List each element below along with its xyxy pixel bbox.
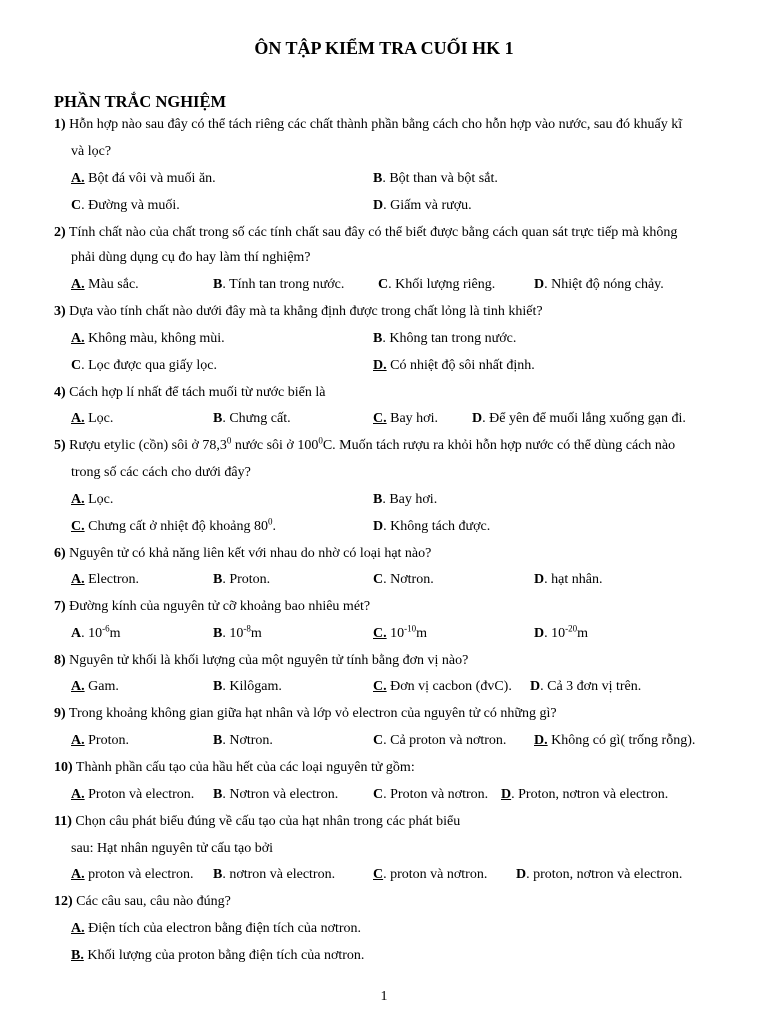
q5-option-a: A. Lọc. <box>71 492 114 507</box>
q3-option-b: B. Không tan trong nước. <box>373 331 517 346</box>
document-title: ÔN TẬP KIỂM TRA CUỐI HK 1 <box>254 38 514 58</box>
q8-option-d: D. Cả 3 đơn vị trên. <box>530 679 642 694</box>
q3-option-d: D. Có nhiệt độ sôi nhất định. <box>373 358 535 373</box>
question-1 <box>54 116 682 134</box>
question-11-continued: sau: Hạt nhân nguyên tử cấu tạo bởi <box>71 841 273 856</box>
q6-option-d: D. hạt nhân. <box>534 572 603 587</box>
q6-option-a: A. Electron. <box>71 572 140 587</box>
q3-option-c: C. Lọc được qua giấy lọc. <box>71 358 218 373</box>
q2-option-c: C. Khối lượng riêng. <box>378 277 496 292</box>
question-text: Hỗn hợp nào sau đây có thể tách riêng các chất thành phần bằng cách cho hỗn hợp vào nước, sau đó khuấy kĩ <box>69 117 683 132</box>
q12-option-b: B. Khối lượng của proton bằng điện tích của nơtron. <box>71 948 365 963</box>
question-number: 1) <box>54 117 66 132</box>
q7-option-b: B. $10^{-8}m$ <box>213 623 262 641</box>
q9-option-d: D. Không có gì( trống rỗng). <box>534 733 696 748</box>
q1-option-d: D. Giấm và rượu. <box>373 198 472 213</box>
q10-option-b: B. Nơtron và electron. <box>213 787 339 802</box>
question-5: 5) Rượu etylic (cồn) sôi ở 78,3$^0$ nước sôi ở $100^0C$. Muốn tách rượu ra khỏi hỗn hợp nước có thể dùng cách nào <box>54 435 676 453</box>
q12-option-a: A. Điện tích của electron bằng điện tích của nơtron. <box>71 921 362 936</box>
question-11: 11) Chọn câu phát biểu đúng về cấu tạo của hạt nhân trong các phát biểu <box>54 814 461 829</box>
q3-option-a: A. Không màu, không mùi. <box>71 331 225 346</box>
section-heading: PHẦN TRẮC NGHIỆM <box>54 92 227 111</box>
question-7: 7) Đường kính của nguyên tử cỡ khoảng bao nhiêu mét? <box>54 599 371 614</box>
question-4: 4) Cách hợp lí nhất để tách muối từ nước biển là <box>54 385 326 400</box>
q10-option-d: D. Proton, nơtron và electron. <box>501 787 669 802</box>
question-8: 8) Nguyên tử khối là khối lượng của một nguyên tử tính bằng đơn vị nào? <box>54 653 469 668</box>
question-3: 3) Dựa vào tính chất nào dưới đây mà ta khẳng định được trong chất lỏng là tinh khiết? <box>54 304 543 319</box>
question-2-continued: phải dùng dụng cụ đo hay làm thí nghiệm? <box>71 250 311 265</box>
q10-option-c: C. Proton và nơtron. <box>373 787 489 802</box>
q1-option-a: A. Bột đá vôi và muối ăn. <box>71 171 216 186</box>
q11-option-d: D. proton, nơtron và electron. <box>516 867 683 882</box>
q8-option-c: C. Đơn vị cacbon (đvC). <box>373 679 512 694</box>
question-5-continued: trong số các cách cho dưới đây? <box>71 465 251 480</box>
q2-option-b: B. Tính tan trong nước. <box>213 277 345 292</box>
question-1-continued: và lọc? <box>71 144 112 159</box>
q4-option-a: A. Lọc. <box>71 411 114 426</box>
q9-option-c: C. Cả proton và nơtron. <box>373 733 507 748</box>
q7-option-c: C. $10^{-10}m$ <box>373 623 428 641</box>
question-12: 12) Các câu sau, câu nào đúng? <box>54 894 231 909</box>
q8-option-b: B. Kilôgam. <box>213 679 282 694</box>
q5-option-b: B. Bay hơi. <box>373 492 438 507</box>
question-6: 6) Nguyên tử có khả năng liên kết với nhau do nhờ có loại hạt nào? <box>54 546 432 561</box>
q7-option-a: A. $10^{-6}m$ <box>71 623 121 641</box>
q1-option-b: B. Bột than và bột sắt. <box>373 171 498 186</box>
q9-option-b: B. Nơtron. <box>213 733 273 748</box>
q4-option-b: B. Chưng cất. <box>213 411 291 426</box>
q9-option-a: A. Proton. <box>71 733 129 748</box>
page-number: 1 <box>380 989 388 1004</box>
q2-option-d: D. Nhiệt độ nóng chảy. <box>534 277 664 292</box>
q6-option-b: B. Proton. <box>213 572 271 587</box>
q5-option-d: D. Không tách được. <box>373 519 491 534</box>
q4-option-d: D. Để yên để muối lắng xuống gạn đi. <box>472 411 686 426</box>
question-2: 2) Tính chất nào của chất trong số các tính chất sau đây có thể biết được bằng cách quan sát trực tiếp mà không <box>54 225 678 240</box>
q11-option-c: C. proton và nơtron. <box>373 867 488 882</box>
q6-option-c: C. Nơtron. <box>373 572 434 587</box>
q5-option-c: C. Chưng cất ở nhiệt độ khoảng $80^0$. <box>71 516 276 534</box>
q4-option-c: C. Bay hơi. <box>373 411 438 426</box>
q11-option-a: A. proton và electron. <box>71 867 194 882</box>
q10-option-a: A. Proton và electron. <box>71 787 195 802</box>
question-9: 9) Trong khoảng không gian giữa hạt nhân và lớp vỏ electron của nguyên tử có những gì? <box>54 706 557 721</box>
q8-option-a: A. Gam. <box>71 679 119 694</box>
q2-option-a: A. Màu sắc. <box>71 277 139 292</box>
q7-option-d: D. $10^{-20}m$ <box>534 623 589 641</box>
q1-option-c: C. Đường và muối. <box>71 198 180 213</box>
question-10: 10) Thành phần cấu tạo của hầu hết của các loại nguyên tử gồm: <box>54 760 415 775</box>
q11-option-b: B. nơtron và electron. <box>213 867 336 882</box>
